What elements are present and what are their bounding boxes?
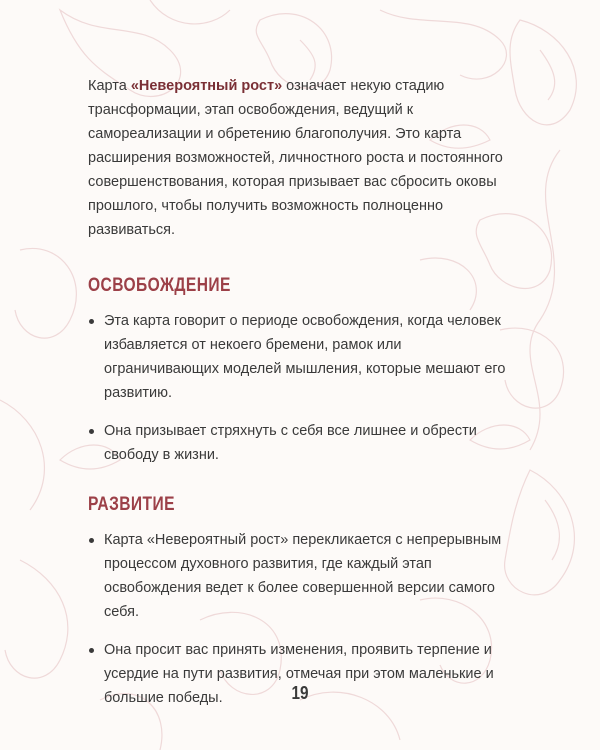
list-item-text: Эта карта говорит о периоде освобождения, когда человек избавляется от некоего бремени, рамок или ограничивающих моделей мышления, которые мешают его развитию. <box>104 313 506 401</box>
card-name: «Невероятный рост» <box>130 78 283 94</box>
list-item <box>88 528 516 624</box>
list-item-text: Она просит вас принять изменения, проявить терпение и усердие на пути развития, отмечая при этом маленькие и большие победы. <box>104 642 494 706</box>
liberation-list <box>88 309 516 467</box>
bullet-icon <box>89 538 94 543</box>
section-title-development: РАЗВИТИЕ <box>88 494 175 515</box>
intro-prefix: Карта <box>88 78 131 94</box>
section-title-liberation: ОСВОБОЖДЕНИЕ <box>88 275 231 296</box>
bullet-icon <box>89 429 94 434</box>
list-item-text: Она призывает стряхнуть с себя все лишнее и обрести свободу в жизни. <box>104 423 477 463</box>
list-item-text: Карта «Невероятный рост» перекликается с непрерывным процессом духовного развития, где каждый этап освобождения ведет к более совершенной версии самого себя. <box>104 532 502 620</box>
bullet-icon <box>89 319 94 324</box>
list-item <box>88 309 516 405</box>
intro-paragraph <box>88 74 516 242</box>
list-item <box>88 419 516 467</box>
page-content <box>88 74 516 724</box>
page-number: 19 <box>291 683 309 703</box>
bullet-icon <box>89 648 94 653</box>
intro-text: означает некую стадию трансформации, этап освобождения, ведущий к самореализации и обретению благополучия. Это карта расширения возможностей, личностного роста и постоянного совершенствования, которая призывает вас сбросить оковы прошлого, чтобы получить возможность полноценно развиваться. <box>88 78 503 238</box>
